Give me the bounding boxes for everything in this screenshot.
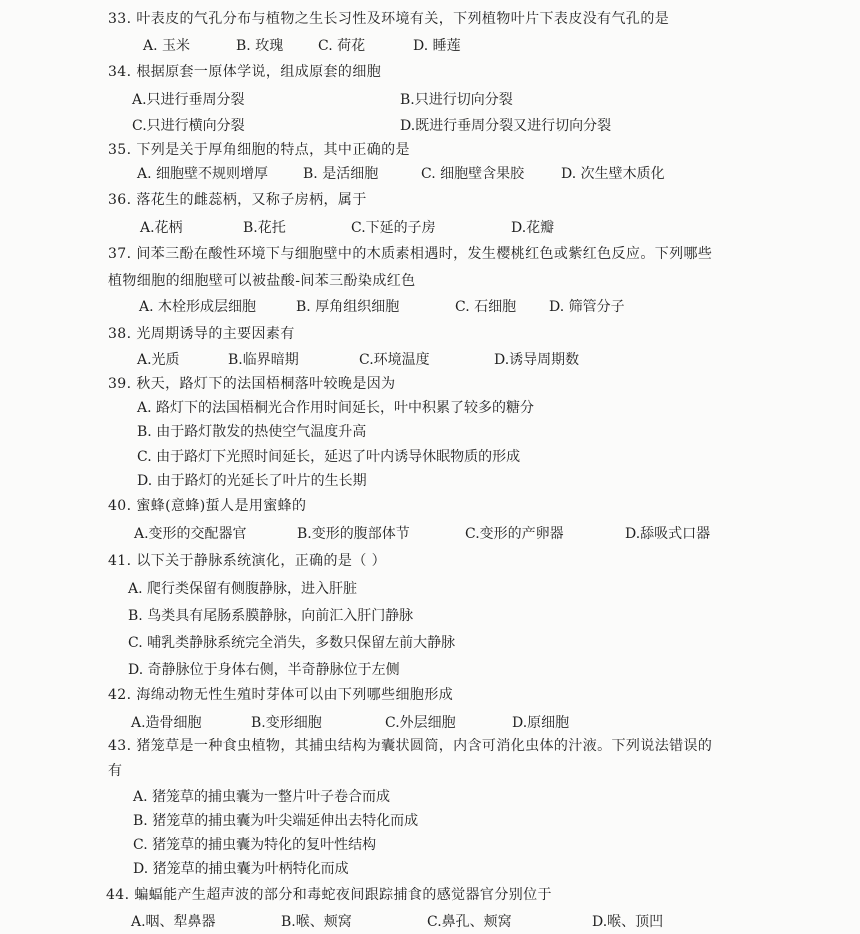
question-33-option-a: A. 玉米 (143, 38, 191, 54)
question-42-option-d: D.原细胞 (512, 715, 570, 731)
question-37-stem-continued: 植物细胞的细胞壁可以被盐酸-间苯三酚染成红色 (108, 273, 416, 289)
question-43-option-b: B. 猪笼草的捕虫囊为叶尖端延伸出去特化而成 (133, 813, 419, 829)
question-44-option-a: A.咽、犁鼻器 (131, 914, 216, 930)
question-44-option-c: C.鼻孔、颊窝 (427, 914, 512, 930)
question-35-stem: 35. 下列是关于厚角细胞的特点，其中正确的是 (108, 142, 410, 158)
question-40-option-b: B.变形的腹部体节 (297, 526, 410, 542)
question-35-option-a: A. 细胞壁不规则增厚 (137, 166, 269, 182)
question-42-option-b: B.变形细胞 (251, 715, 322, 731)
question-40-option-a: A.变形的交配器官 (134, 526, 247, 542)
question-37-stem: 37. 间苯三酚在酸性环境下与细胞壁中的木质素相遇时，发生樱桃红色或紫红色反应。下列哪些 (108, 246, 713, 262)
question-38-stem: 38. 光周期诱导的主要因素有 (108, 326, 295, 342)
question-37-option-b: B. 厚角组织细胞 (296, 299, 400, 315)
question-41-option-c: C. 哺乳类静脉系统完全消失，多数只保留左前大静脉 (128, 635, 456, 651)
question-39-stem: 39. 秋天，路灯下的法国梧桐落叶较晚是因为 (108, 376, 396, 392)
question-43-stem-continued: 有 (108, 763, 123, 779)
question-35-option-b: B. 是活细胞 (303, 166, 379, 182)
question-36-option-a: A.花柄 (140, 220, 183, 236)
question-44-stem: 44. 蝙蝠能产生超声波的部分和毒蛇夜间跟踪捕食的感觉器官分别位于 (106, 887, 552, 903)
question-40-option-c: C.变形的产卵器 (465, 526, 564, 542)
question-33-option-c: C. 荷花 (318, 38, 366, 54)
question-39-option-a: A. 路灯下的法国梧桐光合作用时间延长，叶中积累了较多的糖分 (137, 400, 535, 416)
question-43-option-d: D. 猪笼草的捕虫囊为叶柄特化而成 (133, 861, 349, 877)
question-38-option-b: B.临界暗期 (228, 352, 299, 368)
question-38-option-c: C.环境温度 (359, 352, 430, 368)
question-39-option-d: D. 由于路灯的光延长了叶片的生长期 (137, 473, 367, 489)
question-40-stem: 40. 蜜蜂(意蜂)蜇人是用蜜蜂的 (108, 498, 307, 514)
question-35-option-c: C. 细胞壁含果胶 (421, 166, 525, 182)
question-35-option-d: D. 次生壁木质化 (561, 166, 665, 182)
question-34-option-a: A.只进行垂周分裂 (132, 92, 245, 108)
question-37-option-c: C. 石细胞 (455, 299, 517, 315)
question-41-option-a: A. 爬行类保留有侧腹静脉，进入肝脏 (128, 581, 358, 597)
question-37-option-a: A. 木栓形成层细胞 (139, 299, 257, 315)
question-34-option-c: C.只进行横向分裂 (132, 118, 245, 134)
question-44-option-d: D.喉、顶凹 (592, 914, 664, 930)
question-38-option-a: A.光质 (137, 352, 180, 368)
question-41-option-d: D. 奇静脉位于身体右侧，半奇静脉位于左侧 (128, 662, 400, 678)
question-43-stem: 43. 猪笼草是一种食虫植物，其捕虫结构为囊状圆筒，内含可消化虫体的汁液。下列说法错误的 (108, 738, 713, 754)
question-42-option-a: A.造骨细胞 (131, 715, 202, 731)
question-33-option-d: D. 睡莲 (413, 38, 461, 54)
question-43-option-c: C. 猪笼草的捕虫囊为特化的复叶性结构 (133, 837, 377, 853)
question-36-option-d: D.花瓣 (511, 220, 555, 236)
question-44-option-b: B.喉、颊窝 (281, 914, 352, 930)
question-42-option-c: C.外层细胞 (385, 715, 456, 731)
question-36-stem: 36. 落花生的雌蕊柄，又称子房柄，属于 (108, 192, 367, 208)
question-34-option-b: B.只进行切向分裂 (400, 92, 513, 108)
question-36-option-b: B.花托 (243, 220, 286, 236)
question-34-option-d: D.既进行垂周分裂又进行切向分裂 (400, 118, 612, 134)
question-41-option-b: B. 鸟类具有尾肠系膜静脉，向前汇入肝门静脉 (128, 608, 414, 624)
question-43-option-a: A. 猪笼草的捕虫囊为一整片叶子卷合而成 (133, 789, 391, 805)
question-34-stem: 34. 根据原套一原体学说，组成原套的细胞 (108, 64, 382, 80)
question-40-option-d: D.舔吸式口器 (625, 526, 711, 542)
question-38-option-d: D.诱导周期数 (494, 352, 580, 368)
question-39-option-c: C. 由于路灯下光照时间延长，延迟了叶内诱导休眠物质的形成 (137, 449, 521, 465)
question-41-stem: 41. 以下关于静脉系统演化，正确的是（ ） (108, 553, 386, 569)
question-39-option-b: B. 由于路灯散发的热使空气温度升高 (137, 424, 367, 440)
question-33-option-b: B. 玫瑰 (236, 38, 284, 54)
question-33-stem: 33. 叶表皮的气孔分布与植物之生长习性及环境有关，下列植物叶片下表皮没有气孔的是 (108, 11, 670, 27)
question-36-option-c: C.下延的子房 (351, 220, 436, 236)
question-42-stem: 42. 海绵动物无性生殖时芽体可以由下列哪些细胞形成 (108, 687, 454, 703)
question-37-option-d: D. 筛管分子 (549, 299, 625, 315)
